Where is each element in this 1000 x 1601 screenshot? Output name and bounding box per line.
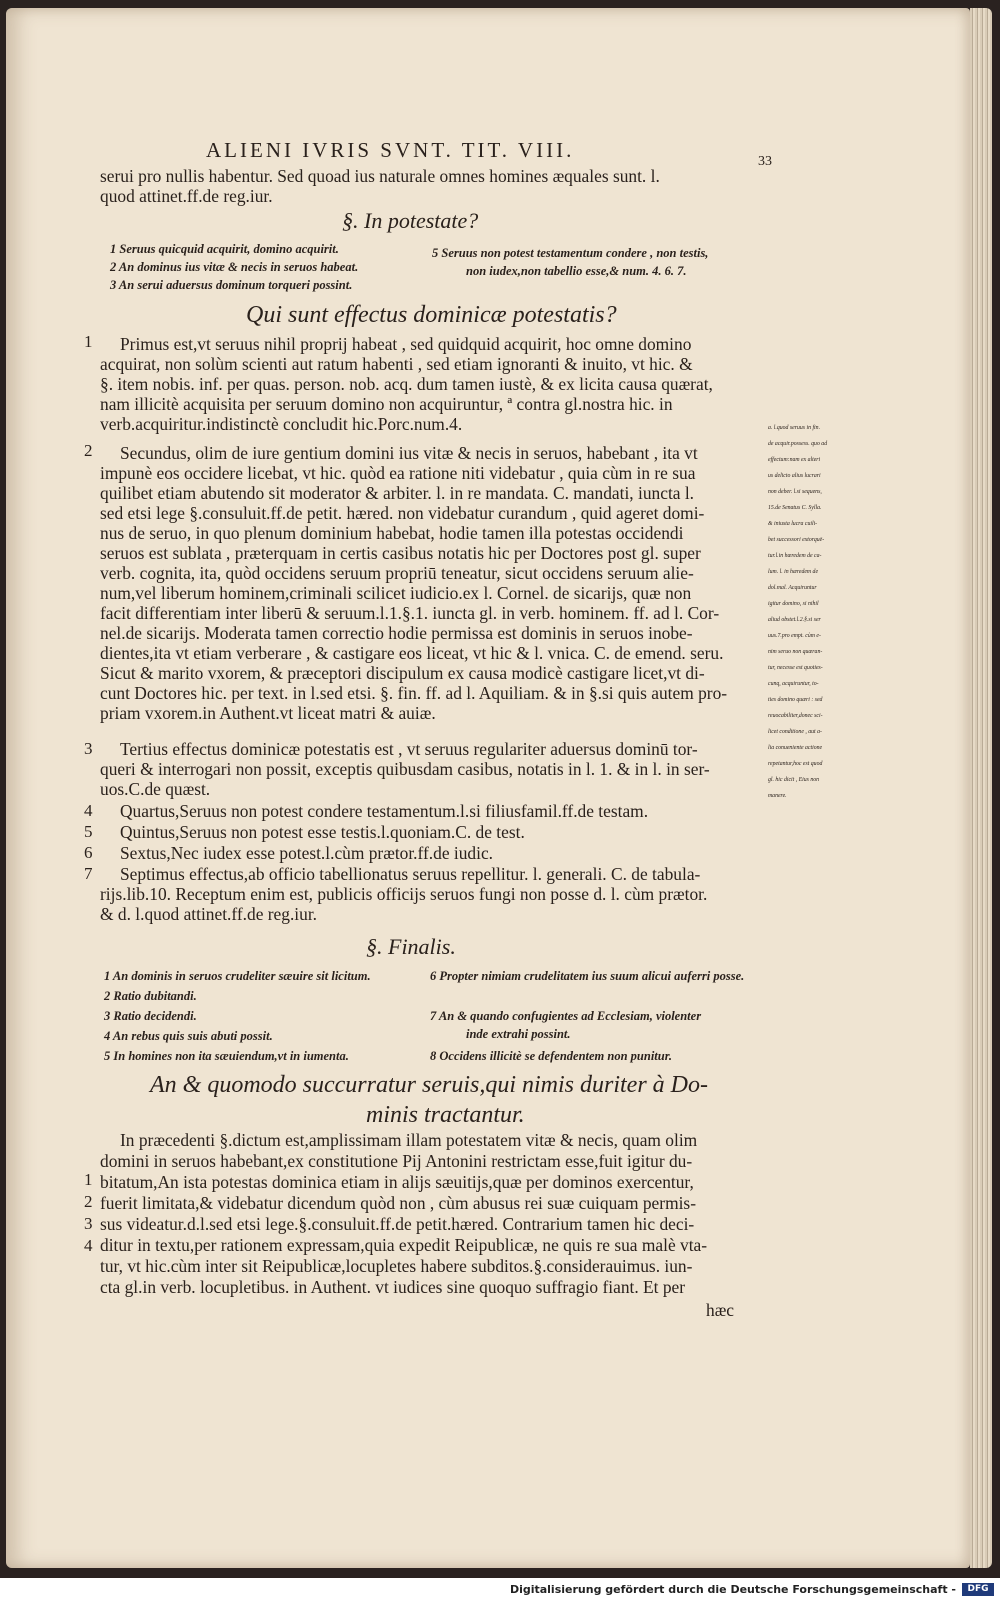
section-heading: minis tractantur. bbox=[366, 1102, 525, 1128]
text-line: ditur in textu,per rationem expressam,quia expedit Reipublicæ, ne quis re sua malè vta- bbox=[100, 1235, 708, 1255]
text-line: dientes,ita vt etiam verberare , & castigare eos liceat, vt hic & l. vnica. C. de emend. seru. bbox=[100, 643, 724, 663]
text-line: nel.de sicarijs. Moderata tamen correctio hodie permissa est dominis in seruos inobe- bbox=[100, 623, 693, 643]
text-line: nus de seruo, in quo plenum dominium habebat, hodie tamen illa potestas occidendi bbox=[100, 523, 684, 543]
summary-item: 3 Ratio decidendi. bbox=[104, 1009, 197, 1023]
text-line: bitatum,An ista potestas dominica etiam in alijs sæuitijs,quæ per dominos exercentur, bbox=[100, 1172, 694, 1192]
margin-line: bet successori extorquē- bbox=[768, 537, 825, 543]
margin-line: reuocabiliter,donec sci- bbox=[768, 713, 823, 719]
summary-item: 6 Propter nimiam crudelitatem ius suum alicui auferri posse. bbox=[430, 969, 745, 983]
margin-line: de acquir.possess. quo ad bbox=[768, 441, 828, 447]
section-heading: An & quomodo succurratur seruis,qui nimis duriter à Do- bbox=[150, 1072, 708, 1098]
margin-line: uus.7.pro empt. cùm e- bbox=[768, 633, 821, 639]
margin-line: & iniusta lucra cuili- bbox=[768, 521, 818, 527]
text-line: sus videatur.d.l.sed etsi lege.§.consuluit.ff.de petit.hæred. Contrarium tamen hic deci- bbox=[100, 1214, 695, 1234]
text-line: impunè eos occidere licebat, vt hic. quòd ea ratione niti videbatur , quia cùm in re sua bbox=[100, 463, 696, 483]
text-line: queri & interrogari non possit, exceptis quibusdam casibus, notatis in l. 1. & in l. in ser- bbox=[100, 759, 710, 779]
footer-bar bbox=[0, 1578, 1000, 1601]
margin-line: a. l.quod seruus in fin. bbox=[768, 425, 821, 431]
margin-line: repetantur,hoc est quod bbox=[768, 761, 823, 767]
paragraph-number: 5 bbox=[84, 822, 93, 841]
section-title: §. Finalis. bbox=[366, 934, 456, 959]
margin-line: tur.l.in hæredem de ca- bbox=[768, 553, 822, 559]
text-line: sed etsi lege §.consuluit.ff.de petit. hæred. non videbatur curandum , quid ageret domi- bbox=[100, 503, 705, 523]
marginal-note bbox=[768, 420, 896, 804]
summary-item: 8 Occidens illicitè se defendentem non punitur. bbox=[430, 1049, 673, 1063]
margin-line: us delicto alius lucrari bbox=[768, 473, 821, 479]
text-line: num,vel liberum hominem,criminali scilicet iudicio.ex l. Cornel. de sicarijs, quæ non bbox=[100, 583, 692, 603]
text-line: Septimus effectus,ab officio tabellionatus seruus repellitur. l. generali. C. de tabula- bbox=[120, 864, 701, 884]
text-line: Quintus,Seruus non potest esse testis.l.quoniam.C. de test. bbox=[120, 822, 525, 842]
folio-number: 33 bbox=[758, 154, 772, 169]
running-head: ALIENI IVRIS SVNT. TIT. VIII. bbox=[206, 138, 575, 162]
paragraph-number: 3 bbox=[84, 1214, 93, 1233]
text-line: fuerit limitata,& videbatur dicendum quòd non , cùm abusus rei suæ cuiquam permis- bbox=[100, 1193, 696, 1213]
text-line: priam vxorem.in Authent.vt liceat matri & auiæ. bbox=[100, 703, 436, 723]
text-line: cta gl.in verb. locupletibus. in Authent. vt iudices sine quoquo suffragio fiant. Et per bbox=[100, 1277, 686, 1297]
paragraph-number: 4 bbox=[84, 1236, 93, 1255]
dfg-logo: DFG bbox=[962, 1583, 994, 1596]
margin-line: cunq, acquiruntur, to- bbox=[768, 681, 819, 687]
paragraph-number: 2 bbox=[84, 441, 93, 460]
text-line: seruos est sublata , præterquam in certis casibus notatis hic per Doctores post gl. super bbox=[100, 543, 701, 563]
margin-line: lum. l. in hæredem de bbox=[768, 569, 819, 575]
footer-credit: Digitalisierung gefördert durch die Deutsche Forschungsgemeinschaft - bbox=[509, 1583, 956, 1596]
paragraph-number: 1 bbox=[84, 1170, 93, 1189]
page-edge bbox=[970, 8, 992, 1568]
margin-line: non deber. l.si sequens, bbox=[768, 489, 822, 495]
text-line: Quartus,Seruus non potest condere testamentum.l.si filiusfamil.ff.de testam. bbox=[120, 801, 649, 821]
text-line: quilibet etiam abutendo sit moderator & arbiter. l. in re mandata. C. mandati, iuncta l. bbox=[100, 483, 695, 503]
text-line: §. item nobis. inf. per quas. person. nob. acq. dum tamen iustè, & ex licita causa quærat, bbox=[100, 374, 713, 394]
section-heading: Qui sunt effectus dominicæ potestatis? bbox=[246, 302, 617, 328]
summary-item: 5 Seruus non potest testamentum condere , non testis, bbox=[432, 246, 709, 260]
margin-line: ties domino quæri : sed bbox=[768, 697, 823, 703]
margin-line: nim seruo non quæran- bbox=[768, 649, 823, 655]
margin-line: effectum:nam ex alteri bbox=[768, 457, 821, 463]
summary-item: 1 Seruus quicquid acquirit, domino acquirit. bbox=[110, 242, 339, 256]
text-line: Secundus, olim de iure gentium domini ius vitæ & necis in seruos, habebant , ita vt bbox=[120, 443, 698, 463]
text-line: rijs.lib.10. Receptum enim est, publicis officijs seruos fungi non posse d. l. cùm prætor. bbox=[100, 884, 708, 904]
paragraph-number: 6 bbox=[84, 843, 93, 862]
text-line: Primus est,vt seruus nihil proprij habeat , sed quidquid acquirit, hoc omne domino bbox=[120, 334, 692, 354]
margin-line: 15.de Senatus C. Sylla. bbox=[768, 505, 822, 511]
text-line: Sicut & marito vxorem, & præceptori discipulum ex causa modicè castigare licet,vt di- bbox=[100, 663, 705, 683]
section-title: §. In potestate? bbox=[342, 208, 479, 233]
paragraph-number: 3 bbox=[84, 739, 93, 758]
summary-item: 5 In homines non ita sæuiendum,vt in iumenta. bbox=[104, 1049, 349, 1063]
paragraph-number: 4 bbox=[84, 801, 93, 820]
margin-line: gl. hic dicit , Eius non bbox=[768, 777, 820, 783]
summary-item: 4 An rebus quis suis abuti possit. bbox=[104, 1029, 273, 1043]
margin-line: tur, necesse est quoties- bbox=[768, 665, 823, 671]
margin-line: aliud obstet.l.2.§.si ser bbox=[768, 617, 821, 623]
margin-line: igitur domino, si nihil bbox=[768, 601, 819, 607]
text-line: domini in seruos habebant,ex constitutione Pij Antonini restrictam esse,fuit igitur du- bbox=[100, 1151, 693, 1171]
text-line: verb. cognita, ita, quòd occidens seruum propriū teneatur, sicut occidens seruum alie- bbox=[100, 563, 694, 583]
margin-line: lia conueniente actione bbox=[768, 745, 823, 751]
text-line: serui pro nullis habentur. Sed quoad ius naturale omnes homines æquales sunt. l. bbox=[100, 166, 660, 186]
summary-item: 1 An dominis in seruos crudeliter sæuire sit licitum. bbox=[104, 969, 371, 983]
text-line: & d. l.quod attinet.ff.de reg.iur. bbox=[100, 904, 318, 924]
text-line: nam illicitè acquisita per seruum domino non acquiruntur, ª contra gl.nostra hic. in bbox=[100, 394, 673, 414]
text-line: tur, vt hic.cùm inter sit Reipublicæ,locupletes habere subditos.§.considerauimus. iun- bbox=[100, 1256, 693, 1276]
catchword: hæc bbox=[706, 1300, 735, 1320]
text-line: cunt Doctores hic. per text. in l.sed etsi. §. fin. ff. ad l. Aquiliam. & in §.si quis autem pro- bbox=[100, 683, 728, 703]
text-line: uos.C.de quæst. bbox=[100, 779, 211, 799]
paragraph-number: 7 bbox=[84, 864, 93, 883]
text-line: Tertius effectus dominicæ potestatis est , vt seruus regulariter aduersus dominū tor- bbox=[120, 739, 698, 759]
text-line: acquirat, non solùm scienti aut ratum habenti , sed etiam ignoranti & inuito, vt hic. & bbox=[100, 354, 693, 374]
summary-item: inde extrahi possint. bbox=[466, 1027, 571, 1041]
summary-item: 7 An & quando confugientes ad Ecclesiam, violenter bbox=[430, 1009, 702, 1023]
book-page bbox=[6, 8, 970, 1568]
paragraph-number: 1 bbox=[84, 332, 93, 351]
text-line: verb.acquiritur.indistinctè concludit hic.Porc.num.4. bbox=[100, 414, 463, 434]
summary-item: 2 An dominus ius vitæ & necis in seruos habeat. bbox=[110, 260, 359, 274]
summary-item: 3 An serui aduersus dominum torqueri possint. bbox=[110, 278, 353, 292]
margin-line: manere. bbox=[768, 793, 787, 799]
text-line: In præcedenti §.dictum est,amplissimam illam potestatem vitæ & necis, quam olim bbox=[120, 1130, 698, 1150]
summary-item: non iudex,non tabellio esse,& num. 4. 6. 7. bbox=[466, 264, 687, 278]
summary-item: 2 Ratio dubitandi. bbox=[104, 989, 197, 1003]
text-line: Sextus,Nec iudex esse potest.l.cùm prætor.ff.de iudic. bbox=[120, 843, 494, 863]
paragraph-number: 2 bbox=[84, 1192, 93, 1211]
text-line: facit differentiam inter liberū & seruum.l.1.§.1. iuncta gl. in verb. hominem. ff. ad l. Cor- bbox=[100, 603, 720, 623]
margin-line: licet conditione , aut a- bbox=[768, 729, 822, 735]
margin-line: dol.mal. Acquiruntur bbox=[768, 585, 817, 591]
text-line: quod attinet.ff.de reg.iur. bbox=[100, 186, 273, 206]
